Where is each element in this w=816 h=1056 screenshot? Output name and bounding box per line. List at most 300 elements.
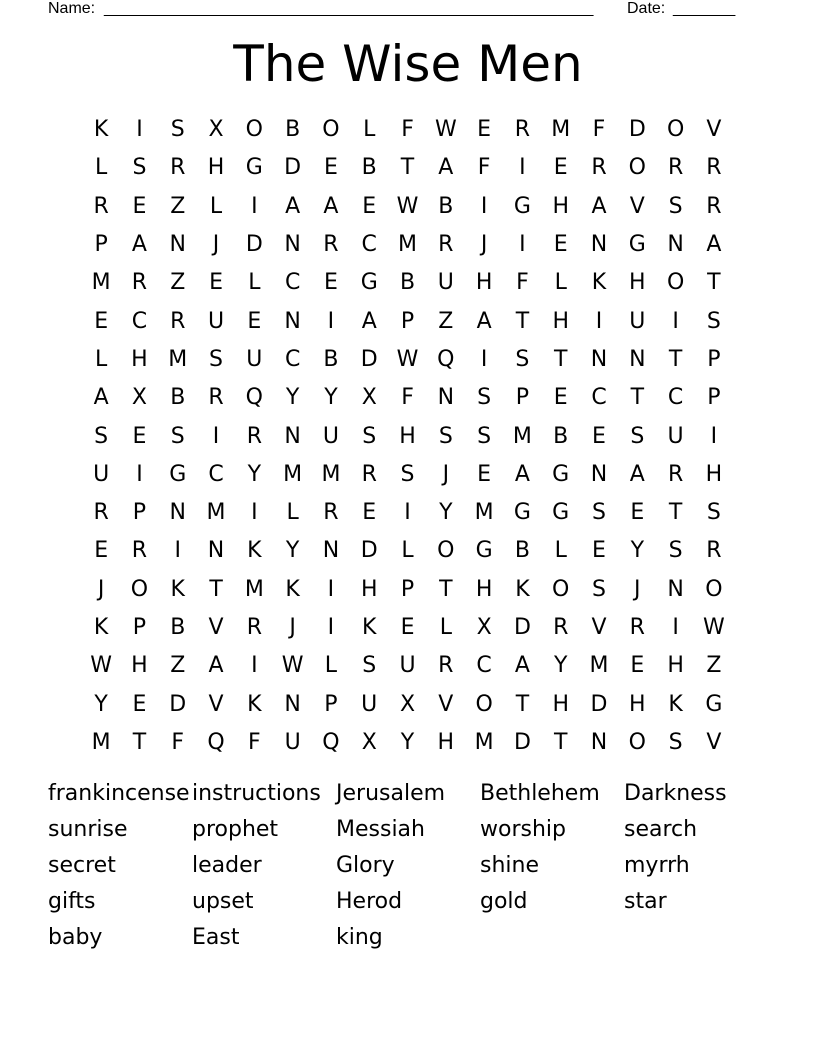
grid-letter: O bbox=[705, 576, 723, 602]
grid-letter: A bbox=[706, 232, 722, 258]
word-bank bbox=[48, 776, 768, 955]
grid-letter: G bbox=[475, 538, 493, 564]
grid-letter: S bbox=[170, 117, 185, 143]
grid-letter: R bbox=[553, 615, 569, 640]
grid-letter: U bbox=[93, 461, 110, 487]
grid-letter: H bbox=[131, 346, 148, 372]
grid-letter: R bbox=[514, 117, 531, 143]
grid-letter: E bbox=[323, 155, 338, 181]
grid-letter: P bbox=[324, 691, 338, 717]
grid-letter: S bbox=[706, 308, 721, 334]
grid-letter: K bbox=[668, 691, 683, 717]
grid-letter: S bbox=[438, 423, 453, 449]
grid-letter: G bbox=[552, 461, 570, 487]
grid-letter: O bbox=[666, 270, 685, 296]
grid-letter: N bbox=[590, 232, 608, 258]
grid-letter: S bbox=[362, 653, 377, 679]
grid-letter: C bbox=[591, 385, 607, 411]
grid-letter: A bbox=[323, 193, 339, 219]
grid-letter: U bbox=[437, 270, 454, 296]
grid-letter: Y bbox=[94, 691, 108, 717]
page-title: The Wise Men bbox=[233, 35, 583, 93]
grid-letter: U bbox=[361, 691, 378, 717]
grid-letter: Y bbox=[439, 500, 453, 526]
grid-letter: M bbox=[244, 576, 264, 602]
grid-letter: N bbox=[590, 729, 608, 755]
grid-letter: A bbox=[476, 308, 492, 334]
grid-letter: F bbox=[477, 155, 491, 181]
grid-letter: E bbox=[592, 538, 606, 564]
grid-letter: L bbox=[324, 653, 338, 679]
grid-letter: S bbox=[170, 423, 185, 449]
grid-letter: H bbox=[437, 729, 455, 755]
grid-letter: I bbox=[251, 193, 258, 219]
header bbox=[48, 0, 748, 20]
grid-letter: I bbox=[595, 308, 603, 334]
grid-letter: E bbox=[132, 193, 147, 219]
grid-letter: S bbox=[362, 423, 377, 449]
grid-letter: G bbox=[169, 461, 187, 487]
grid-letter: K bbox=[362, 615, 377, 640]
grid-letter: R bbox=[591, 155, 607, 181]
grid-letter: R bbox=[323, 232, 339, 258]
grid-letter: Q bbox=[437, 346, 455, 372]
grid-letter: F bbox=[401, 117, 414, 143]
grid-letter: R bbox=[208, 385, 224, 411]
word-bank-item: gifts bbox=[48, 888, 96, 914]
grid-letter: L bbox=[95, 346, 108, 372]
grid-letter: I bbox=[174, 538, 181, 564]
grid-letter: D bbox=[284, 155, 302, 181]
grid-letter: G bbox=[552, 500, 570, 526]
grid-letter: N bbox=[169, 232, 186, 258]
grid-letter: S bbox=[400, 461, 415, 487]
word-bank-item: secret bbox=[48, 852, 116, 878]
grid-letter: C bbox=[284, 270, 301, 296]
grid-letter: T bbox=[630, 385, 645, 411]
grid-letter: Y bbox=[324, 385, 338, 411]
grid-letter: V bbox=[208, 691, 224, 717]
grid-letter: E bbox=[132, 423, 147, 449]
grid-letter: P bbox=[400, 576, 415, 602]
grid-letter: M bbox=[206, 500, 226, 526]
grid-letter: C bbox=[284, 346, 301, 372]
grid-letter: J bbox=[97, 576, 105, 602]
grid-letter: A bbox=[285, 193, 301, 219]
grid-letter: R bbox=[706, 155, 722, 181]
grid-letter: R bbox=[246, 423, 262, 449]
grid-letter: H bbox=[131, 653, 148, 679]
date-field-line: _______ bbox=[673, 0, 736, 17]
grid-letter: M bbox=[474, 729, 494, 755]
grid-letter: L bbox=[95, 155, 108, 181]
grid-letter: E bbox=[362, 193, 377, 219]
grid-letter: R bbox=[170, 308, 186, 334]
grid-letter: K bbox=[247, 538, 262, 564]
grid-letter: T bbox=[668, 346, 683, 372]
grid-letter: H bbox=[475, 270, 493, 296]
grid-letter: X bbox=[361, 729, 377, 755]
grid-letter: I bbox=[519, 155, 526, 181]
grid-letter: T bbox=[439, 576, 453, 602]
grid-letter: T bbox=[707, 270, 721, 296]
grid-letter: H bbox=[207, 155, 225, 181]
grid-letter: L bbox=[401, 538, 414, 564]
word-bank-item: Jerusalem bbox=[336, 781, 446, 807]
grid-letter: R bbox=[131, 270, 148, 296]
grid-letter: C bbox=[667, 385, 684, 411]
word-bank-item: shine bbox=[480, 852, 539, 878]
grid-letter: R bbox=[667, 155, 684, 181]
grid-letter: V bbox=[438, 691, 454, 717]
grid-letter: E bbox=[94, 538, 109, 564]
grid-letter: N bbox=[590, 346, 608, 372]
grid-letter: B bbox=[170, 385, 186, 411]
grid-letter: W bbox=[396, 193, 419, 219]
grid-letter: P bbox=[515, 385, 530, 411]
grid-letter: I bbox=[251, 653, 258, 679]
grid-letter: E bbox=[400, 615, 415, 640]
grid-letter: T bbox=[668, 500, 683, 526]
grid-letter: C bbox=[208, 461, 224, 487]
grid-letter: D bbox=[628, 117, 646, 143]
grid-letter: F bbox=[401, 385, 414, 411]
grid-letter: X bbox=[476, 615, 492, 640]
grid-letter: A bbox=[514, 461, 530, 487]
grid-letter: M bbox=[474, 500, 494, 526]
grid-letter: R bbox=[93, 500, 109, 526]
grid-letter: J bbox=[289, 615, 296, 640]
grid-letter: I bbox=[327, 576, 335, 602]
grid-letter: C bbox=[131, 308, 148, 334]
name-label: Name: bbox=[48, 0, 96, 17]
grid-letter: W bbox=[396, 346, 419, 372]
grid-letter: V bbox=[208, 615, 224, 640]
grid-letter: F bbox=[248, 729, 261, 755]
grid-letter: Q bbox=[322, 729, 340, 755]
grid-letter: D bbox=[513, 729, 531, 755]
grid-letter: Z bbox=[438, 308, 454, 334]
grid-letter: T bbox=[553, 346, 568, 372]
grid-letter: U bbox=[284, 729, 301, 755]
grid-letter: Z bbox=[170, 193, 186, 219]
grid-letter: I bbox=[519, 232, 526, 258]
word-bank-item: Messiah bbox=[336, 817, 425, 843]
grid-letter: A bbox=[131, 232, 147, 258]
grid-letter: L bbox=[363, 117, 376, 143]
grid-letter: N bbox=[284, 232, 301, 258]
grid-letter: A bbox=[93, 385, 109, 411]
grid-letter: E bbox=[94, 308, 109, 334]
grid-letter: P bbox=[707, 346, 721, 372]
grid-letter: G bbox=[360, 270, 378, 296]
grid-letter: E bbox=[630, 653, 645, 679]
word-bank-item: Glory bbox=[336, 852, 395, 878]
grid-letter: S bbox=[668, 538, 683, 564]
grid-letter: O bbox=[628, 729, 646, 755]
word-bank-item: sunrise bbox=[48, 817, 128, 843]
grid-letter: I bbox=[136, 117, 143, 143]
grid-letter: I bbox=[327, 615, 335, 640]
grid-letter: O bbox=[322, 117, 340, 143]
grid-letter: L bbox=[286, 500, 299, 526]
grid-letter: N bbox=[322, 538, 340, 564]
grid-letter: D bbox=[360, 346, 378, 372]
grid-letter: N bbox=[284, 308, 301, 334]
grid-letter: S bbox=[592, 576, 606, 602]
grid-letter: Q bbox=[207, 729, 225, 755]
grid-letter: F bbox=[592, 117, 606, 143]
grid-letter: Z bbox=[706, 653, 722, 679]
grid-letter: H bbox=[552, 193, 569, 219]
grid-letter: H bbox=[667, 653, 684, 679]
grid-letter: X bbox=[131, 385, 147, 411]
grid-letter: L bbox=[554, 538, 567, 564]
grid-letter: M bbox=[91, 270, 111, 296]
grid-letter: R bbox=[361, 461, 377, 487]
grid-letter: O bbox=[552, 576, 570, 602]
word-bank-item: Herod bbox=[336, 888, 403, 914]
grid-letter: L bbox=[209, 193, 223, 219]
grid-letter: R bbox=[131, 538, 148, 564]
grid-letter: V bbox=[706, 117, 722, 143]
grid-letter: S bbox=[209, 346, 224, 372]
grid-letter: H bbox=[629, 691, 646, 717]
grid-letter: T bbox=[209, 576, 223, 602]
grid-letter: L bbox=[248, 270, 261, 296]
grid-letter: V bbox=[706, 729, 722, 755]
word-bank-item: prophet bbox=[192, 817, 279, 843]
grid-letter: T bbox=[400, 155, 415, 181]
grid-letter: S bbox=[477, 385, 492, 411]
grid-letter: R bbox=[706, 538, 722, 564]
grid-letter: X bbox=[399, 691, 416, 717]
grid-letter: I bbox=[480, 193, 488, 219]
word-bank-item: Darkness bbox=[624, 781, 727, 807]
grid-letter: G bbox=[513, 193, 531, 219]
grid-letter: S bbox=[630, 423, 645, 449]
grid-letter: I bbox=[251, 500, 258, 526]
grid-letter: R bbox=[93, 193, 109, 219]
grid-letter: K bbox=[247, 691, 262, 717]
grid-letter: U bbox=[207, 308, 225, 334]
grid-letter: I bbox=[672, 615, 679, 640]
grid-letter: G bbox=[628, 232, 646, 258]
word-bank-item: baby bbox=[48, 924, 103, 950]
grid-letter: A bbox=[208, 653, 224, 679]
word-bank-item: search bbox=[624, 817, 698, 843]
grid-letter: R bbox=[629, 615, 645, 640]
grid-letter: A bbox=[629, 461, 645, 487]
word-search-grid bbox=[82, 111, 734, 762]
grid-letter: Y bbox=[630, 538, 645, 564]
word-bank-item: instructions bbox=[192, 781, 321, 807]
grid-letter: W bbox=[90, 653, 113, 679]
word-bank-item: upset bbox=[192, 888, 254, 914]
grid-letter: R bbox=[170, 155, 186, 181]
grid-letter: S bbox=[94, 423, 109, 449]
word-bank-item: frankincense bbox=[48, 781, 190, 807]
grid-letter: M bbox=[283, 461, 303, 487]
grid-letter: P bbox=[94, 232, 108, 258]
word-bank-item: worship bbox=[480, 817, 566, 843]
grid-letter: E bbox=[209, 270, 223, 296]
grid-letter: I bbox=[136, 461, 143, 487]
grid-letter: D bbox=[360, 538, 378, 564]
grid-letter: A bbox=[438, 155, 454, 181]
grid-letter: S bbox=[706, 500, 721, 526]
grid-letter: E bbox=[247, 308, 262, 334]
word-bank-item: Bethlehem bbox=[480, 781, 600, 807]
grid-letter: R bbox=[706, 193, 722, 219]
grid-letter: H bbox=[399, 423, 416, 449]
grid-letter: B bbox=[553, 423, 569, 449]
grid-letter: H bbox=[552, 691, 569, 717]
grid-letter: E bbox=[362, 500, 377, 526]
grid-letter: O bbox=[437, 538, 455, 564]
grid-letter: M bbox=[551, 117, 571, 143]
name-field-line: _______________________________________________________ bbox=[104, 0, 594, 17]
date-label: Date: bbox=[627, 0, 666, 17]
grid-letter: I bbox=[710, 423, 718, 449]
grid-letter: B bbox=[361, 155, 377, 181]
grid-letter: R bbox=[438, 653, 454, 679]
grid-letter: Y bbox=[400, 729, 415, 755]
grid-letter: U bbox=[667, 423, 684, 449]
grid-letter: T bbox=[132, 729, 147, 755]
grid-letter: H bbox=[475, 576, 493, 602]
grid-letter: H bbox=[360, 576, 378, 602]
grid-letter: L bbox=[554, 270, 567, 296]
grid-letter: C bbox=[476, 653, 492, 679]
grid-letter: A bbox=[591, 193, 607, 219]
grid-letter: U bbox=[246, 346, 263, 372]
grid-letter: B bbox=[323, 346, 339, 372]
grid-letter: S bbox=[515, 346, 530, 372]
grid-letter: U bbox=[399, 653, 416, 679]
grid-letter: D bbox=[590, 691, 608, 717]
grid-letter: J bbox=[212, 232, 220, 258]
grid-letter: A bbox=[514, 653, 530, 679]
grid-letter: I bbox=[404, 500, 411, 526]
grid-letter: M bbox=[168, 346, 188, 372]
word-bank-item: king bbox=[336, 924, 383, 950]
grid-letter: J bbox=[634, 576, 641, 602]
grid-letter: U bbox=[629, 308, 646, 334]
grid-letter: E bbox=[132, 691, 147, 717]
grid-letter: L bbox=[439, 615, 452, 640]
grid-letter: R bbox=[246, 615, 262, 640]
word-bank-item: East bbox=[192, 924, 240, 950]
grid-letter: B bbox=[285, 117, 301, 143]
grid-letter: S bbox=[477, 423, 492, 449]
grid-letter: K bbox=[170, 576, 185, 602]
grid-letter: E bbox=[323, 270, 338, 296]
grid-letter: R bbox=[667, 461, 684, 487]
grid-letter: I bbox=[480, 346, 488, 372]
grid-letter: V bbox=[629, 193, 645, 219]
grid-letter: Q bbox=[245, 385, 263, 411]
grid-letter: K bbox=[591, 270, 607, 296]
grid-letter: P bbox=[132, 500, 147, 526]
grid-letter: N bbox=[207, 538, 225, 564]
grid-letter: G bbox=[513, 500, 531, 526]
grid-letter: O bbox=[475, 691, 493, 717]
grid-letter: B bbox=[438, 193, 454, 219]
grid-letter: U bbox=[322, 423, 339, 449]
grid-letter: I bbox=[672, 308, 679, 334]
grid-letter: E bbox=[477, 461, 492, 487]
grid-letter: Y bbox=[285, 538, 300, 564]
grid-letter: F bbox=[171, 729, 185, 755]
grid-letter: J bbox=[480, 232, 488, 258]
grid-letter: A bbox=[361, 308, 377, 334]
grid-letter: D bbox=[513, 615, 531, 640]
grid-letter: Y bbox=[553, 653, 568, 679]
grid-letter: D bbox=[169, 691, 187, 717]
grid-letter: E bbox=[592, 423, 606, 449]
grid-letter: W bbox=[703, 615, 725, 640]
grid-letter: E bbox=[553, 232, 568, 258]
grid-letter: N bbox=[284, 691, 301, 717]
grid-letter: B bbox=[514, 538, 530, 564]
grid-letter: B bbox=[170, 615, 186, 640]
grid-letter: T bbox=[515, 691, 530, 717]
grid-letter: D bbox=[245, 232, 263, 258]
grid-letter: B bbox=[399, 270, 416, 296]
grid-letter: K bbox=[93, 117, 109, 143]
grid-letter: R bbox=[323, 500, 339, 526]
grid-letter: S bbox=[668, 193, 683, 219]
grid-letter: O bbox=[130, 576, 149, 602]
grid-letter: M bbox=[321, 461, 341, 487]
grid-letter: S bbox=[132, 155, 147, 181]
grid-letter: K bbox=[285, 576, 300, 602]
grid-letter: K bbox=[515, 576, 530, 602]
grid-letter: N bbox=[590, 461, 608, 487]
grid-letter: N bbox=[629, 346, 646, 372]
word-bank-item: myrrh bbox=[624, 852, 690, 878]
grid-letter: E bbox=[630, 500, 645, 526]
grid-letter: G bbox=[245, 155, 263, 181]
grid-letter: C bbox=[361, 232, 377, 258]
grid-letter: E bbox=[553, 385, 568, 411]
grid-letter: S bbox=[592, 500, 606, 526]
grid-letter: X bbox=[361, 385, 377, 411]
grid-letter: G bbox=[705, 691, 723, 717]
grid-letter: H bbox=[705, 461, 723, 487]
grid-letter: S bbox=[668, 729, 683, 755]
grid-letter: J bbox=[442, 461, 450, 487]
grid-letter: Z bbox=[170, 653, 186, 679]
grid-letter: P bbox=[400, 308, 415, 334]
grid-letter: N bbox=[437, 385, 455, 411]
grid-letter: R bbox=[438, 232, 454, 258]
grid-letter: H bbox=[629, 270, 646, 296]
word-bank-item: star bbox=[624, 888, 667, 914]
grid-letter: O bbox=[245, 117, 263, 143]
grid-letter: M bbox=[91, 729, 111, 755]
word-bank-item: gold bbox=[480, 888, 528, 914]
grid-letter: W bbox=[434, 117, 457, 143]
grid-letter: P bbox=[707, 385, 721, 411]
grid-letter: M bbox=[512, 423, 532, 449]
grid-letter: E bbox=[477, 117, 492, 143]
grid-letter: F bbox=[516, 270, 529, 296]
grid-letter: V bbox=[591, 615, 607, 640]
grid-letter: W bbox=[281, 653, 304, 679]
grid-letter: M bbox=[398, 232, 418, 258]
